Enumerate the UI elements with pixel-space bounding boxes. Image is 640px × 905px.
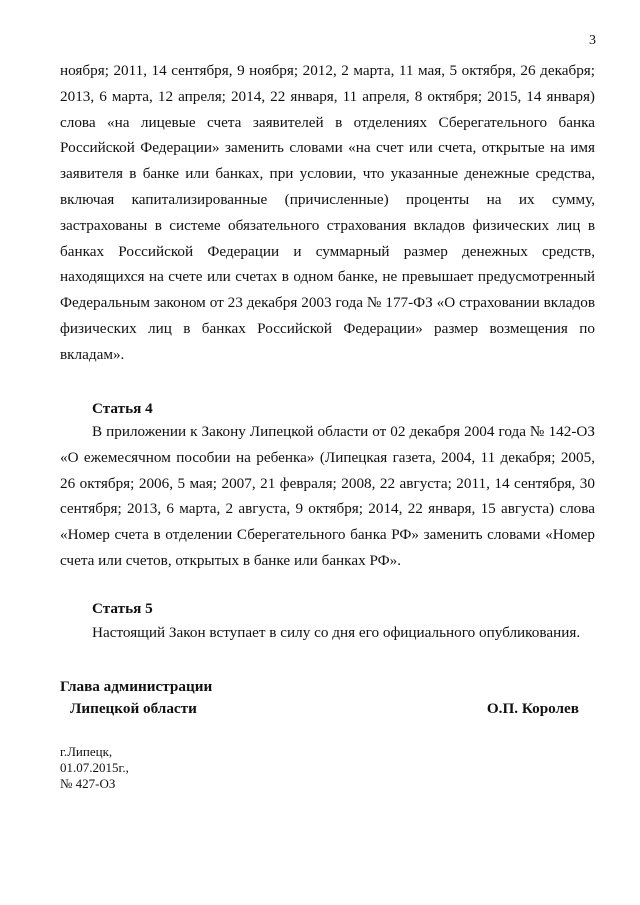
footer-law-number: № 427-ОЗ (60, 776, 116, 791)
signature-block (60, 676, 595, 720)
page-number: 3 (589, 33, 596, 48)
continued-paragraph-block (60, 58, 595, 368)
article-4-heading: Статья 4 (92, 400, 153, 417)
footer-date: 01.07.2015г., (60, 760, 129, 775)
footer-city: г.Липецк, (60, 744, 113, 759)
signature-region: Липецкой области (70, 700, 197, 717)
document-footer (60, 744, 129, 792)
signature-title: Глава администрации (60, 678, 213, 695)
article-4-block (60, 419, 595, 574)
signatory-name: О.П. Королев (486, 700, 579, 717)
article-5-block (60, 620, 595, 646)
article-4-text: В приложении к Закону Липецкой области от 02 декабря 2004 года № 142-ОЗ «О ежемесячном пособии на ребенка» (Липецкая газета, 2004, 11 декабря; 2005, 26 октября; 2006, 5 мая; 2007, 21 февраля; 2008, 22 августа; 2011, 14 сентября, 30 сентября; 2013, 6 марта, 2 августа, 9 октября; 2014, 22 января, 15 августа) слова «Номер счета в отделении Сберегательного банка РФ» заменить словами «Номер счета или счетов, открытых в банке или банках РФ». (60, 423, 595, 569)
continued-paragraph: ноября; 2011, 14 сентября, 9 ноября; 2012, 2 марта, 11 мая, 5 октября, 26 декабря; 2013, 6 марта, 12 апреля; 2014, 22 января, 11 апреля, 8 октября; 2015, 14 января) слова «на лицевые счета заявителей в отделениях Сберегательного банка Российской Федерации» заменить словами «на счет или счета, открытые на имя заявителя в банке или банках, при условии, что указанные денежные средства, включая капитализированные (причисленные) проценты на их сумму, застрахованы в системе обязательного страхования вкладов физических лиц в банках Российской Федерации и суммарный размер денежных средств, находящихся на счете или счетах в одном банке, не превышает предусмотренный Федеральным законом от 23 декабря 2003 года № 177-ФЗ «О страховании вкладов физических лиц в банках Российской Федерации» размер возмещения по вкладам». (60, 62, 595, 363)
article-5-heading: Статья 5 (92, 600, 153, 617)
article-5-text: Настоящий Закон вступает в силу со дня его официального опубликования. (92, 624, 581, 641)
